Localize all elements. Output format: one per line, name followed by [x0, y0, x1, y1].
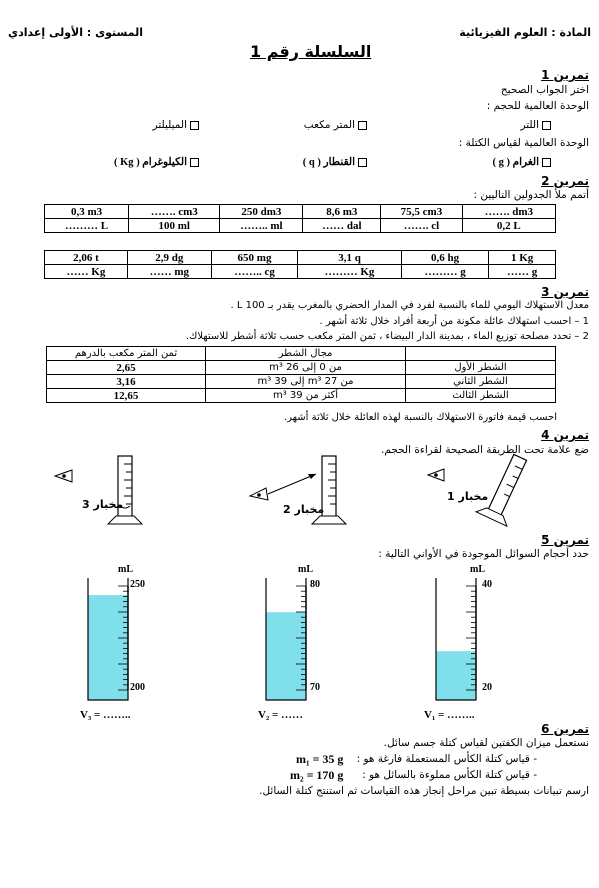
- exercise-1-title: تمرين 1: [541, 68, 589, 82]
- mass-m1: m₁ = 35 g: [296, 752, 344, 766]
- ex3-line2: 1 – احسب استهلاك عائلة مكونة من أربعة أفراد خلال ثلاثة أشهر .: [319, 316, 589, 327]
- unit-label: mL: [470, 564, 485, 575]
- table-row: مجال الشطر ثمن المتر مكعب بالدرهم: [47, 347, 556, 361]
- checkbox-icon[interactable]: [358, 121, 367, 130]
- cylinder-v1-bottom-mark: 20: [482, 682, 492, 693]
- cylinder-v3-bottom-mark: 200: [130, 682, 145, 693]
- cylinder-v2-top-mark: 80: [310, 579, 320, 590]
- eye-icon: [428, 469, 444, 481]
- checkbox-icon[interactable]: [358, 158, 367, 167]
- ex3-line4: احسب قيمة فاتورة الاستهلاك بالنسبة لهذه العائلة خلال ثلاثة أشهر.: [283, 412, 557, 423]
- cylinder-1-label: مخبار 1: [447, 490, 489, 503]
- table-row: الشطر الأول من 0 إلى 26 m³ 2,65: [47, 361, 556, 375]
- unit-label: mL: [298, 564, 313, 575]
- ex2-instruction: أتمم ملأ الجدولين التاليين :: [473, 189, 589, 201]
- cylinder-3-label: مخبار 3: [82, 498, 124, 511]
- cylinders-group: [88, 578, 476, 700]
- volume-table: [44, 204, 556, 233]
- exercise-4-title: تمرين 4: [541, 428, 589, 442]
- mass-m2: m₂ = 170 g: [290, 768, 344, 782]
- cylinder-v1-top-mark: 40: [482, 579, 492, 590]
- subject-label: المادة : العلوم الفيزيائية: [459, 26, 591, 39]
- ex5-instruction: حدد أحجام السوائل الموجودة في الأواني التالية :: [378, 548, 589, 560]
- exercise-5-title: تمرين 5: [541, 533, 589, 547]
- table-row: …… Kg …… mg …….. cg ……… Kg ……… g …… g: [45, 265, 556, 279]
- level-label: المستوى : الأولى إعدادي: [8, 26, 144, 39]
- ex6-line4: ارسم تبيانات بسيطة تبين مراحل إنجاز هذه القياسات ثم استنتج كتلة السائل.: [259, 785, 589, 797]
- ex6-line2: - قياس كتلة الكأس المستعملة فارغة هو :: [356, 753, 537, 765]
- ex1-instruction: اختر الجواب الصحيح: [500, 84, 589, 96]
- option-kilogram[interactable]: الكيلوغرام ( Kg ): [114, 156, 199, 168]
- option-quintal[interactable]: القنطار ( q ): [303, 156, 367, 168]
- graduated-cylinders-figure: [0, 560, 599, 710]
- option-liter[interactable]: اللتر: [520, 119, 551, 131]
- cylinder-v2-bottom-mark: 70: [310, 682, 320, 693]
- cylinder-v3-top-mark: 250: [130, 579, 145, 590]
- tariff-table: [46, 346, 556, 403]
- ex6-line1: نستعمل ميزان الكفتين لقياس كتلة جسم سائل.: [383, 737, 589, 749]
- answer-v3[interactable]: V₃ = ……..: [80, 709, 131, 721]
- table-row: الشطر الثالث أكثر من 39 m³ 12,65: [47, 389, 556, 403]
- cylinder-3-figure[interactable]: [55, 456, 142, 524]
- answer-v2[interactable]: V₂ = ……: [258, 709, 304, 721]
- table-row: الشطر الثاني من 27 m³ إلى 39 m³ 3,16: [47, 375, 556, 389]
- ex1-question-volume: الوحدة العالمية للحجم :: [486, 100, 589, 112]
- option-cubic-meter[interactable]: المتر مكعب: [304, 119, 367, 131]
- ex1-question-mass: الوحدة العالمية لقياس الكتلة :: [458, 137, 589, 149]
- mass-table: [44, 250, 556, 279]
- cylinder-v2-liquid: [266, 612, 306, 700]
- option-milliliter[interactable]: الميليلتر: [153, 119, 199, 131]
- answer-v1[interactable]: V₁ = ……..: [424, 709, 475, 721]
- cylinder-v1-liquid: [436, 651, 476, 700]
- eye-icon: [55, 470, 72, 482]
- ex6-line3: - قياس كتلة الكأس مملوءة بالسائل هو :: [362, 769, 537, 781]
- table-row: 0,3 m3 ……. cm3 250 dm3 8,6 m3 75,5 cm3 ……. dm3: [45, 205, 556, 219]
- page-title: السلسلة رقم 1: [250, 42, 372, 61]
- checkbox-icon[interactable]: [190, 121, 199, 130]
- ex3-line3: 2 – تحدد مصلحة توزيع الماء ، بمدينة الدار البيضاء ، ثمن المتر مكعب حسب ثلاثة أشطر للاستهلاك.: [185, 331, 589, 342]
- option-gram[interactable]: الغرام ( g ): [492, 156, 551, 168]
- eye-icon: [250, 488, 268, 500]
- cylinder-1-figure[interactable]: [428, 450, 536, 526]
- reading-methods-figure: [0, 450, 599, 535]
- exercise-3-title: تمرين 3: [541, 285, 589, 299]
- table-row: 2,06 t 2,9 dg 650 mg 3,1 q 0,6 hg 1 Kg: [45, 251, 556, 265]
- checkbox-icon[interactable]: [542, 158, 551, 167]
- cylinder-2-label: مخبار 2: [283, 503, 325, 516]
- exercise-6-title: تمرين 6: [541, 722, 589, 736]
- checkbox-icon[interactable]: [542, 121, 551, 130]
- ex4-instruction: ضع علامة تحت الطريقة الصحيحة لقراءة الحجم.: [381, 444, 589, 456]
- ex3-line1: معدل الاستهلاك اليومي للماء بالنسبة لفرد في المدار الحضري بالمغرب يقدر بـ 100 L .: [230, 300, 589, 311]
- unit-label: mL: [118, 564, 133, 575]
- cylinder-v3-liquid: [88, 595, 128, 700]
- checkbox-icon[interactable]: [190, 158, 199, 167]
- table-row: ……… L 100 ml …….. ml …… dal ……. cl 0,2 L: [45, 219, 556, 233]
- exercise-2-title: تمرين 2: [541, 174, 589, 188]
